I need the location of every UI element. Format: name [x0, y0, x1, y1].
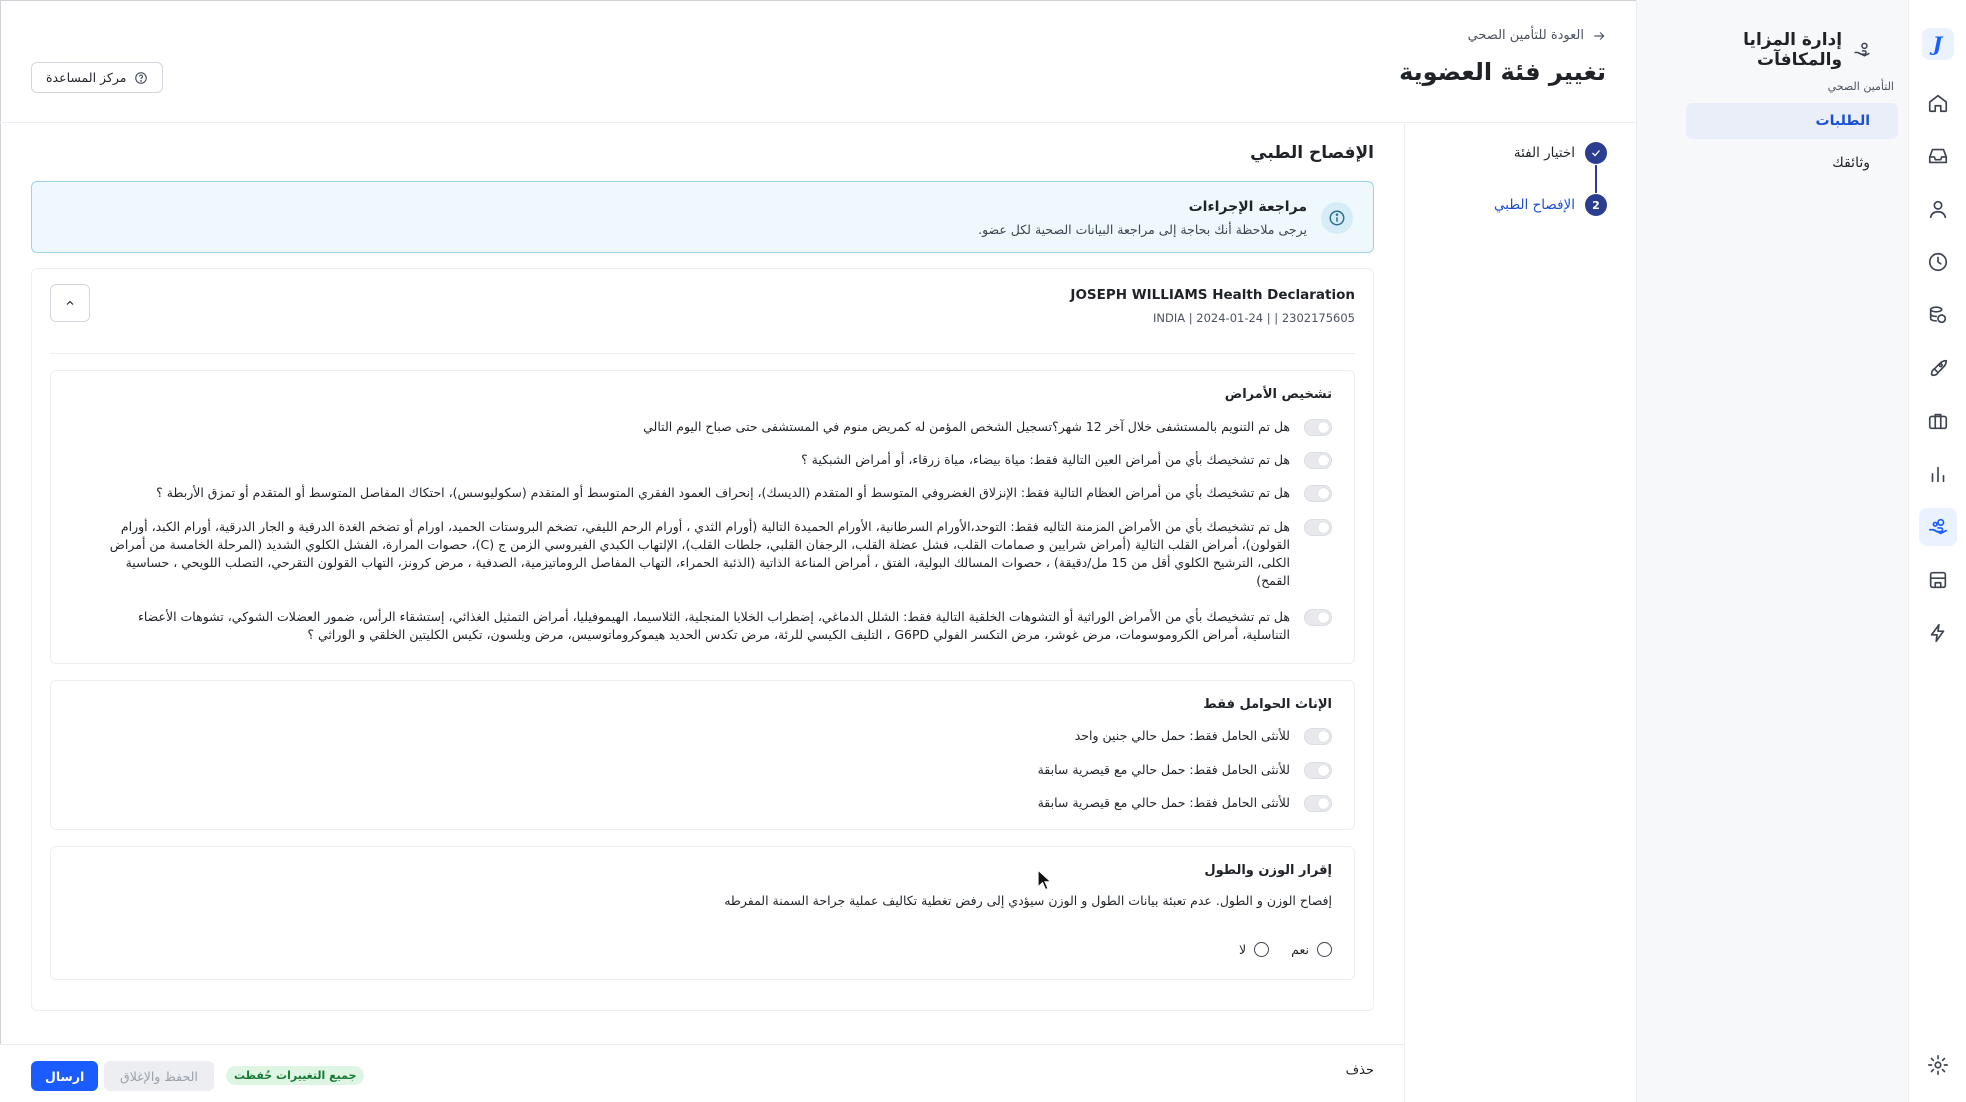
question-row	[91, 608, 1332, 644]
sidebar-item-label: وثائقك	[1832, 155, 1870, 171]
page-title: تغيير فئة العضوية	[1399, 58, 1606, 86]
sidebar-item-requests[interactable]	[1686, 103, 1898, 139]
question-toggle[interactable]	[1304, 452, 1332, 469]
info-text: يرجى ملاحظة أنك بحاجة إلى مراجعة البيانات الصحية لكل عضو.	[978, 222, 1307, 237]
question-row	[91, 418, 1332, 436]
question-row	[91, 727, 1332, 745]
weight-height-text: إفصاح الوزن و الطول. عدم تعبئة بيانات الطول و الوزن سيؤدي إلى رفض تغطية تكاليف عملية جراحة السمنة المفرطه	[724, 893, 1332, 908]
app-title	[1653, 30, 1872, 70]
mouse-cursor-icon	[1037, 869, 1053, 891]
question-text: هل تم تشخيصك بأي من الأمراض الوراثية أو التشوهات الخلقية التالية فقط: الشلل الدماغي، إضطراب الخلايا المنجلية، الثلاسيما، الهيموفيليا، أمراض التمثيل الغذائي، إستشقاء الرأس، ضمور العضلات الشوكي، تشوهات الأعضاء التناسلية، أمراض الكروموسومات، مرض غوشر، مرض التكسر الفولي G6PD ، التليف الكيسي للرئة، مرض تكدس الحديد هيموكروماتوسيس، مرض ويلسون، تكيس الكليتين الخلقي و الوراثي ؟	[137, 609, 1290, 642]
question-text: للأنثى الحامل فقط: حمل حالي مع قيصرية سابقة	[1037, 795, 1290, 810]
pregnant-group	[50, 680, 1355, 830]
step-connector	[1595, 165, 1597, 193]
secondary-sidebar	[1636, 0, 1908, 1102]
help-center-button[interactable]	[31, 62, 163, 93]
question-toggle[interactable]	[1304, 728, 1332, 745]
question-toggle[interactable]	[1304, 795, 1332, 812]
building-icon[interactable]	[1919, 561, 1957, 599]
sidebar-item-label: الطلبات	[1815, 113, 1870, 129]
question-row	[91, 484, 1332, 502]
question-text: هل تم تشخيصك بأي من الأمراض المزمنة التاليه فقط: التوحد،الأورام السرطانية، الأورام الحميدة التالية (أورام الثدي ، أورام الرحم الليفي، تضخم البروستات الحميد، اورام أو تضخم الغدة الدرقية و الجار الدرقية، أورام الكبد، أورام القولون)، أمراض القلب التالية (أمراض شرايين و صمامات القلب، فشل عضلة القلب، الرجفان القلبي، جلطات القلب)، الإلتهاب الكبدي الفيروسي الزمن ج (C)، حصوات المرارة، الفشل الكلوي الشديد (المرحلة الخامسة من أمراض الكلى، الترشيح الكلوي أقل من 15 مل/دقيقة) ، حصوات المسالك البولية، الفتق ، أمراض المناعة الذاتية (الذئبة الحمراء، التهاب المفاصل الروماتيزمية، الصدفية ، مرض كرونز، التهاب القولون التقرحي، التصلب اللويحي ، حساسية القمح)	[109, 519, 1290, 588]
settings-icon[interactable]	[1919, 1046, 1957, 1084]
group-title: تشخيص الأمراض	[1224, 387, 1332, 402]
question-toggle[interactable]	[1304, 485, 1332, 502]
clock-icon[interactable]	[1919, 243, 1957, 281]
chevron-up-icon	[64, 297, 76, 309]
yes-label: نعم	[1291, 942, 1309, 957]
question-toggle[interactable]	[1304, 762, 1332, 779]
back-link[interactable]	[1468, 28, 1606, 43]
inbox-icon[interactable]	[1919, 137, 1957, 175]
step-label: اختيار الفئة	[1513, 145, 1575, 161]
section-title: الإفصاح الطبي	[1250, 143, 1374, 163]
question-text: للأنثى الحامل فقط: حمل حالي مع قيصرية سابقة	[1037, 762, 1290, 777]
question-text: هل تم التنويم بالمستشفى خلال آخر 12 شهر؟تسجيل الشخص المؤمن له كمريض منوم في المستشفى حتى صباح اليوم التالي	[643, 419, 1290, 434]
home-icon[interactable]	[1919, 84, 1957, 122]
briefcase-icon[interactable]	[1919, 402, 1957, 440]
coins-icon[interactable]	[1919, 296, 1957, 334]
info-title: مراجعة الإجراءات	[1188, 199, 1307, 215]
app-title-text: إدارة المزايا والمكافآت	[1743, 30, 1843, 70]
save-and-close-button[interactable]: الحفظ والإغلاق	[104, 1061, 214, 1091]
review-info-banner	[31, 181, 1374, 253]
delete-button[interactable]: حذف	[1345, 1063, 1374, 1078]
card-divider	[50, 353, 1355, 354]
no-radio[interactable]	[1254, 942, 1269, 957]
step-medical-disclosure[interactable]	[1494, 194, 1607, 216]
arrow-right-icon	[1592, 29, 1606, 43]
help-center-label: مركز المساعدة	[46, 70, 127, 85]
question-row	[91, 451, 1332, 469]
no-label: لا	[1239, 942, 1247, 957]
question-row	[91, 761, 1332, 779]
question-text: هل تم تشخيصك بأي من أمراض العظام التالية فقط: الإنزلاق الغضروفي المتوسط أو المتقدم (الديسك)، إنحراف العمود الفقري المتوسط أو المتقدم (سكوليوسس)، احتكاك المفاصل المتوسط أو المتقدم أو تمزق الأربطة ؟	[156, 485, 1290, 500]
benefits-hand-icon[interactable]	[1919, 508, 1957, 546]
benefits-hand-icon	[1852, 40, 1872, 60]
question-toggle[interactable]	[1304, 519, 1332, 536]
collapse-button[interactable]	[50, 284, 90, 322]
sidebar-item-documents[interactable]	[1686, 145, 1898, 181]
saved-status-badge: جميع التغييرات حُفظت	[226, 1066, 364, 1085]
steps-panel	[1404, 123, 1636, 1102]
diseases-group	[50, 370, 1355, 664]
yes-radio[interactable]	[1317, 942, 1332, 957]
sidebar-section-label: التأمين الصحي	[1827, 80, 1894, 93]
info-icon	[1321, 202, 1353, 234]
icon-rail	[1908, 0, 1966, 1102]
question-circle-icon	[134, 71, 148, 85]
rocket-icon[interactable]	[1919, 349, 1957, 387]
group-title: إقرار الوزن والطول	[1204, 863, 1332, 878]
person-icon[interactable]	[1919, 190, 1957, 228]
question-toggle[interactable]	[1304, 419, 1332, 436]
app-logo[interactable]: J	[1922, 28, 1954, 60]
question-text: هل تم تشخيصك بأي من أمراض العين التالية فقط: مياة بيضاء، مياة زرقاء، أو أمراض الشبكية ؟	[801, 452, 1290, 467]
check-icon	[1585, 142, 1607, 164]
lightning-icon[interactable]	[1919, 614, 1957, 652]
question-row	[91, 518, 1332, 590]
step-label: الإفصاح الطبي	[1494, 197, 1575, 213]
step-number: 2	[1585, 194, 1607, 216]
step-select-category[interactable]	[1514, 142, 1607, 164]
weight-height-group	[50, 846, 1355, 980]
declaration-member-name: JOSEPH WILLIAMS Health Declaration	[1070, 287, 1355, 303]
yes-no-radio-group	[1239, 942, 1332, 957]
group-title: الإناث الحوامل فقط	[1203, 697, 1332, 712]
question-toggle[interactable]	[1304, 609, 1332, 626]
back-link-label: العودة للتأمين الصحي	[1467, 28, 1584, 43]
question-row	[91, 794, 1332, 812]
submit-button[interactable]: ارسال	[31, 1061, 98, 1091]
bar-chart-icon[interactable]	[1919, 455, 1957, 493]
action-footer	[0, 1044, 1404, 1102]
declaration-meta: INDIA | 2024-01-24 | | 2302175605	[1152, 311, 1355, 325]
health-declaration-card	[31, 268, 1374, 1011]
medical-disclosure-section	[0, 123, 1404, 1042]
question-text: للأنثى الحامل فقط: حمل حالي جنين واحد	[1074, 728, 1290, 743]
